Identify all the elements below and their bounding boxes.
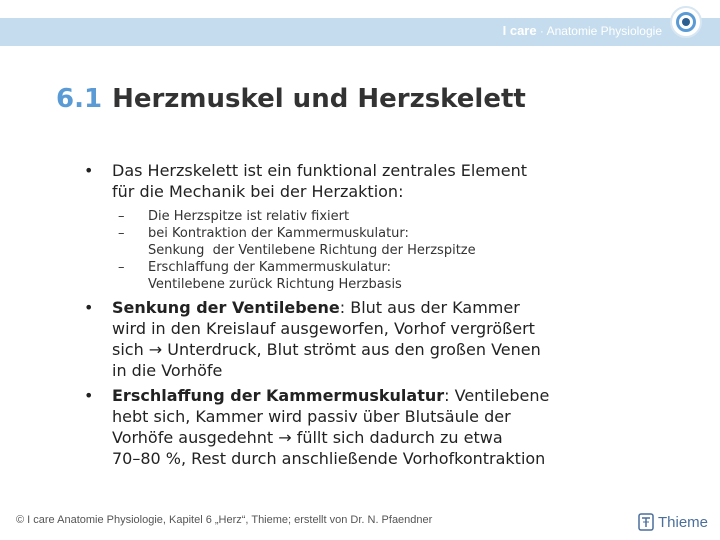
brand-title <box>503 23 662 38</box>
slide-title <box>56 84 526 114</box>
sub-item <box>84 259 654 293</box>
sub-line: bei Kontraktion der Kammermuskulatur: <box>148 226 409 241</box>
footer-copyright: © I care Anatomie Physiologie, Kapitel 6 „Herz“, Thieme; erstellt von Dr. N. Pfaendner <box>16 514 433 526</box>
dash-mark: – <box>118 209 125 224</box>
header-bar <box>0 18 720 46</box>
sub-item <box>84 208 654 225</box>
bullet-item <box>84 297 654 381</box>
bullet-text: : Blut aus der Kammer <box>339 298 520 317</box>
sub-line: Erschlaffung der Kammermuskulatur: <box>148 260 392 275</box>
sub-item <box>84 225 654 259</box>
thieme-emblem-icon <box>638 513 654 531</box>
bullet-line: Das Herzskelett ist ein funktional zentrales Element <box>112 161 528 180</box>
bullet-item <box>84 385 654 469</box>
bullet-item <box>84 160 654 202</box>
dash-mark: – <box>118 260 125 275</box>
sub-line: Senkung der Ventilebene Richtung der Herzspitze <box>148 243 476 258</box>
sub-line: Ventilebene zurück Richtung Herzbasis <box>148 277 402 292</box>
bullet-line: wird in den Kreislauf ausgeworfen, Vorhof vergrößert <box>112 319 535 338</box>
bullet-keyword: Senkung der Ventilebene <box>112 298 340 317</box>
bullet-line: sich → Unterdruck, Blut strömt aus den großen Venen <box>112 340 541 359</box>
publisher-logo <box>638 511 708 533</box>
brand-name: I care <box>502 23 537 38</box>
bullet-keyword: Erschlaffung der Kammermuskulatur <box>112 386 445 405</box>
bullet-line: für die Mechanik bei der Herzaktion: <box>112 182 404 201</box>
sub-line: Die Herzspitze ist relativ fixiert <box>148 209 350 224</box>
brand-logo-icon <box>670 6 702 38</box>
bullet-line: in die Vorhöfe <box>112 361 223 380</box>
title-text: Herzmuskel und Herzskelett <box>112 84 526 114</box>
sub-list <box>84 208 654 293</box>
section-number: 6.1 <box>56 84 103 114</box>
bullet-mark: • <box>84 386 94 405</box>
bullet-text: : Ventilebene <box>444 386 550 405</box>
slide-content <box>84 160 654 469</box>
bullet-line: 70–80 %, Rest durch anschließende Vorhofkontraktion <box>112 449 546 468</box>
bullet-mark: • <box>84 298 94 317</box>
publisher-name: Thieme <box>658 513 709 531</box>
bullet-line: hebt sich, Kammer wird passiv über Blutsäule der <box>112 407 511 426</box>
bullet-line: Vorhöfe ausgedehnt → füllt sich dadurch zu etwa <box>112 428 503 447</box>
bullet-mark: • <box>84 161 94 180</box>
dash-mark: – <box>118 226 125 241</box>
brand-subtitle: · Anatomie Physiologie <box>536 24 662 38</box>
